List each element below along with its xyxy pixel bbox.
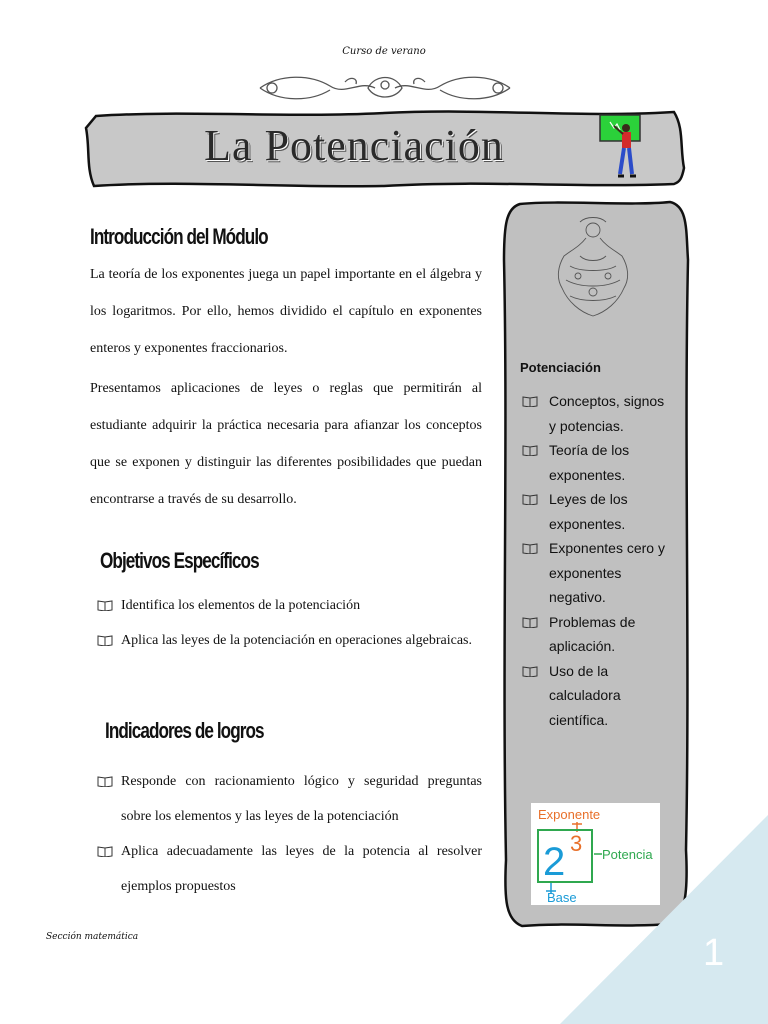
list-item: Aplica las leyes de la potenciación en operaciones algebraicas. — [97, 623, 482, 658]
teacher-illustration-icon — [596, 112, 644, 184]
exponent-label: Exponente — [538, 807, 601, 822]
list-item: Aplica adecuadamente las leyes de la potencia al resolver ejemplos propuestos — [97, 834, 482, 904]
book-icon — [522, 542, 538, 554]
page-number: 1 — [703, 932, 725, 974]
book-icon — [97, 775, 113, 787]
ornament-divider — [250, 70, 520, 106]
indicators-list — [97, 764, 482, 904]
sidebar-item: Leyes de los exponentes. — [520, 487, 670, 536]
exponent-value: 3 — [570, 831, 583, 856]
sidebar-item: Conceptos, signos y potencias. — [520, 389, 670, 438]
list-item: Responde con racionamiento lógico y seguridad preguntas sobre los elementos y las leyes de la potenciación — [97, 764, 482, 834]
sidebar-item: Problemas de aplicación. — [520, 610, 670, 659]
base-label: Base — [547, 890, 577, 905]
list-item: Identifica los elementos de la potenciación — [97, 588, 482, 623]
book-icon — [97, 634, 113, 646]
book-icon — [97, 599, 113, 611]
book-icon — [522, 493, 538, 505]
objectives-heading: Objetivos Específicos — [100, 548, 259, 573]
sidebar-content — [520, 360, 670, 732]
sidebar-item: Teoría de los exponentes. — [520, 438, 670, 487]
base-value: 2 — [543, 840, 566, 884]
corner-decoration — [560, 815, 768, 1024]
objectives-list — [97, 588, 482, 658]
power-label: Potencia — [602, 847, 653, 862]
course-label: Curso de verano — [342, 46, 426, 57]
sidebar-title: Potenciación — [520, 360, 601, 375]
intro-paragraph-2: Presentamos aplicaciones de leyes o reglas que permitirán al estudiante adquirir la práctica necesaria para afianzar los conceptos que se exponen y distinguir las diferentes posibilidades que puedan encontrarse a través de su desarrollo. — [90, 381, 482, 507]
intro-paragraph-1: La teoría de los exponentes juega un papel importante en el álgebra y los logaritmos. Por ello, hemos dividido el capítulo en exponentes enteros y exponentes fraccionarios. — [90, 267, 482, 356]
section-label: Sección matemática — [46, 932, 139, 942]
book-icon — [97, 845, 113, 857]
book-icon — [522, 665, 538, 677]
sidebar-item: Exponentes cero y exponentes negativo. — [520, 536, 670, 610]
indicators-heading: Indicadores de logros — [105, 718, 264, 743]
book-icon — [522, 616, 538, 628]
book-icon — [522, 395, 538, 407]
book-icon — [522, 444, 538, 456]
page-title: La Potenciación — [204, 121, 504, 170]
intro-heading: Introducción del Módulo — [90, 224, 268, 249]
sidebar-item: Uso de la calculadora científica. — [520, 659, 670, 733]
decorative-figure-icon — [550, 216, 636, 322]
